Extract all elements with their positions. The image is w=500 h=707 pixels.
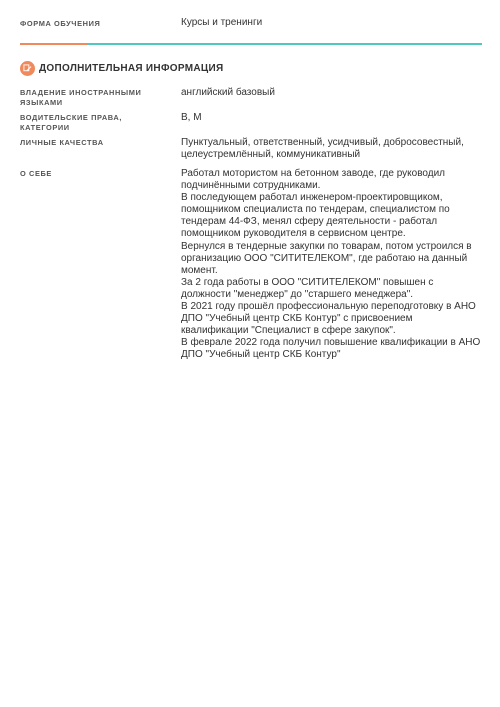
qualities-label: ЛИЧНЫЕ КАЧЕСТВА	[20, 138, 104, 147]
pencil-edit-icon	[20, 61, 35, 76]
section-title: ДОПОЛНИТЕЛЬНАЯ ИНФОРМАЦИЯ	[39, 62, 224, 74]
license-value: B, M	[181, 112, 202, 123]
languages-label: ВЛАДЕНИЕ ИНОСТРАННЫМИ ЯЗЫКАМИ	[20, 88, 142, 107]
education-form-value: Курсы и тренинги	[181, 17, 263, 28]
about-label: О СЕБЕ	[20, 169, 52, 178]
about-paragraph: Вернулся в тендерные закупки по товарам, потом устроился в организацию ООО "СИТИТЕЛЕКОМ", где работаю на данный момент.	[181, 240, 472, 276]
about-paragraph: В 2021 году прошёл профессиональную переподготовку в АНО ДПО "Учебный центр СКБ Контур" с присвоением квалификации "Специалист в сфере закупок".	[181, 301, 476, 337]
about-paragraph: Работал мотористом на бетонном заводе, где руководил подчинёнными сотрудниками.	[181, 168, 445, 192]
divider-accent	[20, 43, 87, 45]
about-paragraph: В последующем работал инженером-проектировщиком, помощником специалиста по тендерам, специалистом по тендерам 44-ФЗ, менял сферу деятельности - работал помощником руководителя в сервисном центре.	[181, 192, 450, 240]
divider-line	[87, 43, 482, 45]
qualities-value: Пунктуальный, ответственный, усидчивый, добросовестный, целеустремлённый, коммуникативный	[181, 137, 464, 161]
languages-value: английский базовый	[181, 87, 275, 98]
section-divider	[20, 43, 482, 45]
about-paragraph: За 2 года работы в ООО "СИТИТЕЛЕКОМ" повышен с должности "менеджер" до "старшего менеджера".	[181, 276, 434, 300]
education-form-label: ФОРМА ОБУЧЕНИЯ	[20, 19, 101, 28]
about-text	[181, 168, 482, 362]
license-label: ВОДИТЕЛЬСКИЕ ПРАВА, КАТЕГОРИИ	[20, 113, 122, 132]
about-paragraph: В феврале 2022 года получил повышение квалификации в АНО ДПО "Учебный центр СКБ Контур"	[181, 337, 481, 361]
section-header	[20, 59, 223, 77]
